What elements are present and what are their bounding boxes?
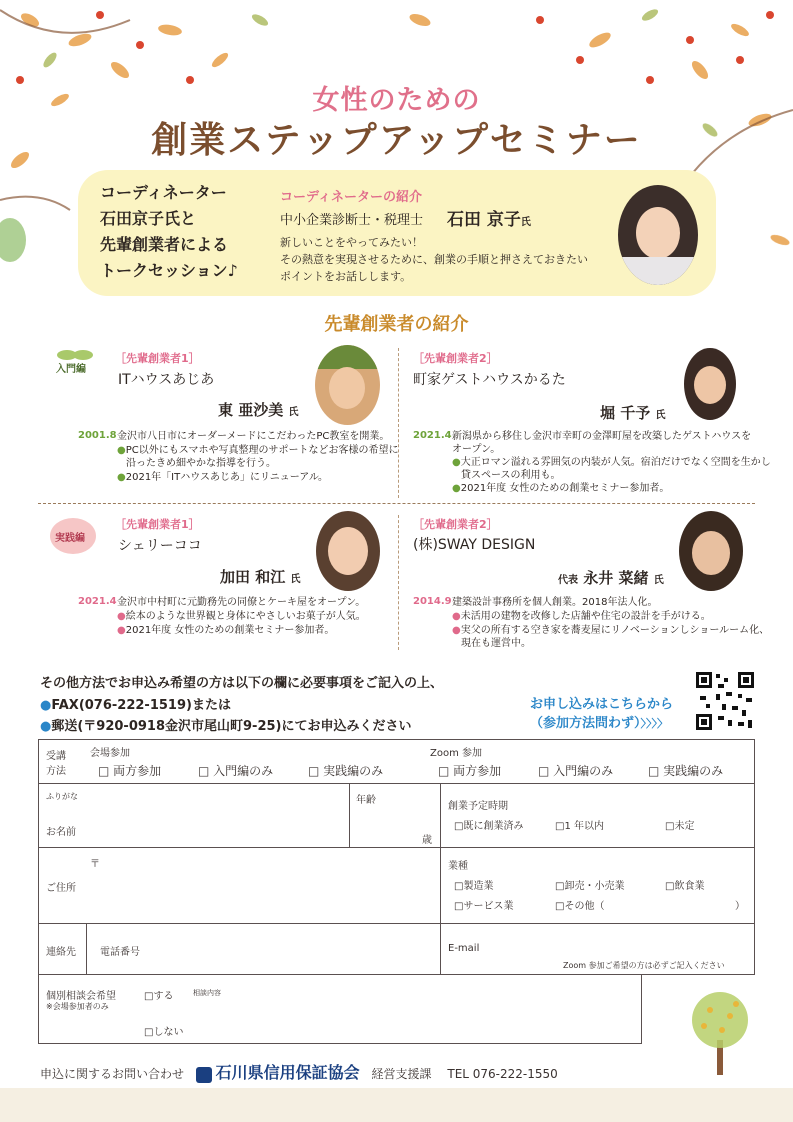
industry-retail[interactable]: □卸売・小売業 bbox=[555, 881, 625, 892]
founder-4-year: 2014.9 bbox=[413, 596, 452, 607]
coordinator-desc-3: ポイントをお話しします。 bbox=[280, 270, 412, 283]
coordinator-heading: コーディネーターの紹介 bbox=[280, 190, 422, 205]
practice-level-badge: 実践編 bbox=[50, 518, 96, 554]
zoom-label: Zoom 参加 bbox=[430, 748, 483, 759]
industry-label: 業種 bbox=[448, 861, 468, 872]
founder-2-year: 2021.4 bbox=[413, 430, 452, 441]
founder-2-tag: ［先輩創業者2］ bbox=[413, 352, 498, 365]
industry-food[interactable]: □飲食業 bbox=[665, 881, 705, 892]
age-label: 年齢 bbox=[356, 795, 376, 806]
bottom-band bbox=[0, 1088, 793, 1122]
founder-1-point-1b: 沿ったきめ細やかな指導を行う。 bbox=[126, 458, 276, 469]
venue-label: 会場参加 bbox=[90, 748, 130, 759]
founder-2-point-2: ● 2021年度 女性のための創業セミナー参加者。 bbox=[452, 482, 669, 495]
founder-4-business: (株)SWAY DESIGN bbox=[413, 537, 536, 553]
industry-other-close: ） bbox=[735, 901, 745, 912]
founder-4-point-2b: 現在も運営中。 bbox=[461, 638, 531, 649]
contact-label: 連絡先 bbox=[46, 947, 76, 958]
coordinator-titles: 中小企業診断士・税理士 bbox=[280, 213, 424, 228]
founder-1-year: 2001.8 bbox=[78, 430, 117, 441]
founder-3-year: 2021.4 bbox=[78, 596, 117, 607]
coordinator-photo bbox=[618, 185, 698, 285]
founder-3-photo bbox=[316, 511, 380, 591]
furigana-label: ふりがな bbox=[46, 792, 78, 801]
plan-undecided-checkbox[interactable]: □未定 bbox=[665, 821, 695, 832]
founder-2-name: 堀 千予 氏 bbox=[600, 404, 666, 422]
founder-4-name: 代表 永井 菜緒 氏 bbox=[558, 569, 664, 587]
coordinator-name: 石田 京子氏 bbox=[447, 210, 531, 230]
qr-caption-sub: （参加方法問わず）〉〉〉〉 bbox=[530, 716, 669, 731]
coordinator-desc-2: その熱意を実現させるために、創業の手順と押さえておきたい bbox=[280, 253, 588, 266]
org-logo-icon bbox=[196, 1067, 212, 1083]
phone-field-label[interactable]: 電話番号 bbox=[100, 947, 140, 958]
consult-label: 個別相談会希望 bbox=[46, 991, 116, 1002]
venue-practice-checkbox[interactable]: □ 実践編のみ bbox=[308, 764, 384, 778]
consult-yes-checkbox[interactable]: □する bbox=[144, 991, 174, 1002]
plan-year-checkbox[interactable]: □1 年以内 bbox=[555, 821, 604, 832]
age-unit[interactable]: 歳 bbox=[422, 835, 432, 846]
email-field-label[interactable]: E-mail bbox=[448, 943, 480, 954]
founder-3-tag: ［先輩創業者1］ bbox=[115, 518, 200, 531]
industry-manufacturing[interactable]: □製造業 bbox=[454, 881, 494, 892]
tree-illustration bbox=[680, 990, 760, 1075]
founder-2-business: 町家ゲストハウスかるた bbox=[413, 372, 566, 388]
founder-1-business: ITハウスあじあ bbox=[118, 372, 215, 388]
founder-2-photo bbox=[684, 348, 736, 420]
founder-4-point-1: ● 未活用の建物を改修した店舗や住宅の設計を手がける。 bbox=[452, 610, 711, 623]
venue-intro-checkbox[interactable]: □ 入門編のみ bbox=[198, 764, 274, 778]
divider-vertical-1 bbox=[398, 348, 399, 498]
founder-1-point-1: ● PC以外にもスマホや写真整理のサポートなどお客様の希望に bbox=[117, 444, 399, 457]
founder-3-main: 金沢市中村町に元勤務先の同僚とケーキ屋をオープン。 bbox=[117, 597, 366, 608]
plan-done-checkbox[interactable]: □既に創業済み bbox=[454, 821, 524, 832]
qr-code[interactable] bbox=[694, 670, 756, 732]
zoom-both-checkbox[interactable]: □ 両方参加 bbox=[438, 764, 502, 778]
coordinator-desc-1: 新しいことをやってみたい！ bbox=[280, 236, 423, 249]
founder-3-point-1: ● 絵本のような世界観と身体にやさしいお菓子が人気。 bbox=[117, 610, 366, 623]
founder-1-name: 東 亜沙美 氏 bbox=[218, 401, 299, 419]
founder-4-tag: ［先輩創業者2］ bbox=[413, 518, 498, 531]
address-field-label[interactable]: ご住所 bbox=[46, 883, 76, 894]
plan-label: 創業予定時期 bbox=[448, 801, 508, 812]
industry-other[interactable]: □その他（ bbox=[555, 901, 605, 912]
seminar-subtitle: 女性のための bbox=[312, 85, 481, 116]
founder-2-point-1b: 貸スペースの利用も。 bbox=[461, 470, 561, 481]
seminar-title: 創業ステップアップセミナー bbox=[151, 120, 642, 161]
founder-1-photo bbox=[315, 345, 380, 425]
founder-2-point-1: ● 大正ロマン溢れる雰囲気の内装が人気。宿泊だけでなく空間を生かし bbox=[452, 456, 771, 469]
divider-vertical-2 bbox=[398, 515, 399, 650]
qr-caption: お申し込みはこちらから bbox=[530, 697, 674, 712]
attend-label: 受講 方法 bbox=[46, 751, 66, 777]
founder-1-point-2: ● 2021年「ITハウスあじあ」にリニューアル。 bbox=[117, 471, 328, 484]
venue-both-checkbox[interactable]: □ 両方参加 bbox=[98, 764, 162, 778]
founder-2-main: 新潟県から移住し金沢市幸町の金澤町屋を改築したゲストハウスを bbox=[452, 431, 752, 442]
zoom-intro-checkbox[interactable]: □ 入門編のみ bbox=[538, 764, 614, 778]
founder-1-tag: ［先輩創業者1］ bbox=[115, 352, 200, 365]
industry-service[interactable]: □サービス業 bbox=[454, 901, 514, 912]
founder-3-point-2: ● 2021年度 女性のための創業セミナー参加者。 bbox=[117, 624, 334, 637]
founder-4-point-2: ● 実父の所有する空き家を蕎麦屋にリノベーションしショールーム化、 bbox=[452, 624, 769, 637]
founder-3-name: 加田 和江 氏 bbox=[220, 568, 301, 586]
zoom-note: Zoom 参加ご希望の方は必ずご記入ください bbox=[563, 961, 725, 970]
apply-post: ●郵送(〒920-0918金沢市尾山町9-25)にてお申込みください bbox=[40, 719, 412, 734]
postal-mark: 〒 bbox=[90, 859, 100, 870]
talk-session-text: コーディネーター 石田京子氏と 先輩創業者による トークセッション♪ bbox=[100, 183, 238, 280]
section-title: 先輩創業者の紹介 bbox=[324, 314, 469, 335]
founder-4-photo bbox=[679, 511, 743, 591]
founder-4-main: 建築設計事務所を個人創業。2018年法人化。 bbox=[452, 597, 658, 608]
name-field-label[interactable]: お名前 bbox=[46, 827, 76, 838]
consult-content-label[interactable]: 相談内容 bbox=[193, 989, 221, 997]
consult-no-checkbox[interactable]: □しない bbox=[144, 1027, 184, 1038]
apply-instruction: その他方法でお申込み希望の方は以下の欄に必要事項をご記入の上、 bbox=[40, 676, 444, 691]
apply-fax: ●FAX(076-222-1519)または bbox=[40, 698, 231, 713]
intro-level-badge: 入門編 bbox=[50, 345, 100, 375]
zoom-practice-checkbox[interactable]: □ 実践編のみ bbox=[648, 764, 724, 778]
footer-contact: 申込に関するお問い合わせ 石川県信用保証協会 経営支援課 TEL 076-222-1550 bbox=[40, 1063, 558, 1082]
consult-note: ※会場参加者のみ bbox=[46, 1002, 109, 1011]
application-form bbox=[38, 739, 755, 1044]
founder-1-main: 金沢市八日市にオーダーメードにこだわったPC教室を開業。 bbox=[117, 431, 390, 442]
divider-horizontal bbox=[38, 503, 755, 504]
founder-2-main2: オープン。 bbox=[452, 444, 501, 455]
founder-3-business: シェリーココ bbox=[118, 538, 202, 554]
